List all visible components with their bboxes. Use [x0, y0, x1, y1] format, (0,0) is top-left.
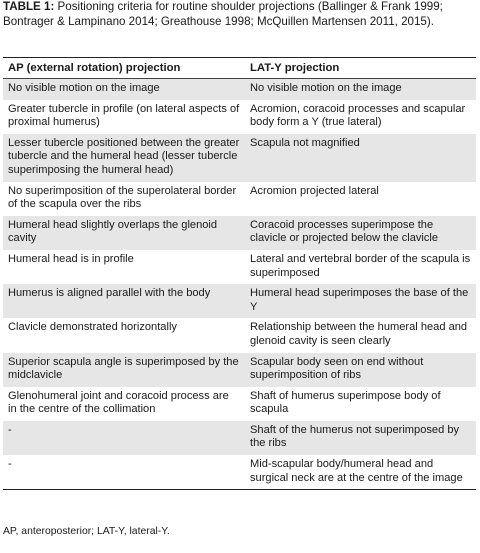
table-row [3, 387, 476, 421]
ap-criterion-cell: No superimposition of the superolateral border of the scapula over the ribs [8, 184, 237, 211]
table-row [3, 353, 476, 387]
table-row [3, 455, 476, 489]
ap-criterion-cell: Superior scapula angle is superimposed by the midclavicle [8, 355, 239, 382]
table-row [3, 79, 476, 100]
header-ap-projection: AP (external rotation) projection [8, 62, 181, 74]
ap-criterion-cell: - [8, 458, 12, 471]
table-row [3, 421, 476, 455]
ap-criterion-cell: Humeral head is in profile [8, 252, 134, 265]
table-row [3, 182, 476, 216]
table-footnote: AP, anteroposterior; LAT-Y, lateral-Y. [3, 526, 170, 537]
ap-criterion-cell: No visible motion on the image [8, 82, 160, 94]
lat-y-criterion-cell: Mid-scapular body/humeral head and surgical neck are at the centre of the image [250, 458, 463, 484]
lat-y-criterion-cell: Scapular body seen on end without superimposition of ribs [250, 355, 424, 382]
table-row [3, 100, 476, 134]
header-lat-y-projection: LAT-Y projection [250, 62, 340, 74]
ap-criterion-cell: Clavicle demonstrated horizontally [8, 321, 177, 334]
ap-criterion-cell: Humeral head slightly overlaps the glenoid cavity [8, 218, 218, 245]
ap-criterion-cell: Glenohumeral joint and coracoid process are in the centre of the collimation [8, 389, 229, 416]
lat-y-criterion-cell: Shaft of humerus superimpose body of scapula [250, 389, 441, 416]
table-caption-label: TABLE 1: [3, 0, 55, 13]
table-row [3, 216, 476, 250]
table-row [3, 318, 476, 352]
lat-y-criterion-cell: Humeral head superimposes the base of the Y [250, 287, 469, 313]
table-caption [3, 0, 477, 29]
lat-y-criterion-cell: Acromion, coracoid processes and scapular body form a Y (true lateral) [250, 102, 466, 129]
table-header-row [3, 58, 476, 79]
lat-y-criterion-cell: Scapula not magnified [250, 136, 360, 149]
table-row [3, 134, 476, 182]
lat-y-criterion-cell: Lateral and vertebral border of the scapula is superimposed [250, 252, 471, 279]
lat-y-criterion-cell: Acromion projected lateral [250, 184, 379, 197]
ap-criterion-cell: Greater tubercle in profile (on lateral aspects of proximal humerus) [8, 102, 240, 129]
table-caption-text: Positioning criteria for routine shoulder projections (Ballinger & Frank 1999; Bontrager & Lampinano 2014; Greathouse 1998; McQuillen Martensen 2011, 2015). [3, 0, 443, 28]
lat-y-criterion-cell: No visible motion on the image [250, 82, 402, 94]
lat-y-criterion-cell: Relationship between the humeral head and glenoid cavity is seen clearly [250, 321, 468, 347]
lat-y-criterion-cell: Coracoid processes superimpose the clavicle or projected below the clavicle [250, 218, 439, 245]
criteria-table [3, 57, 476, 490]
ap-criterion-cell: - [8, 423, 12, 436]
ap-criterion-cell: Lesser tubercle positioned between the greater tubercle and the humeral head (lesser tubercle superimposing the humeral head) [8, 136, 240, 176]
table-row [3, 284, 476, 318]
lat-y-criterion-cell: Shaft of the humerus not superimposed by the ribs [250, 423, 460, 450]
ap-criterion-cell: Humerus is aligned parallel with the body [8, 287, 211, 300]
table-row [3, 250, 476, 284]
